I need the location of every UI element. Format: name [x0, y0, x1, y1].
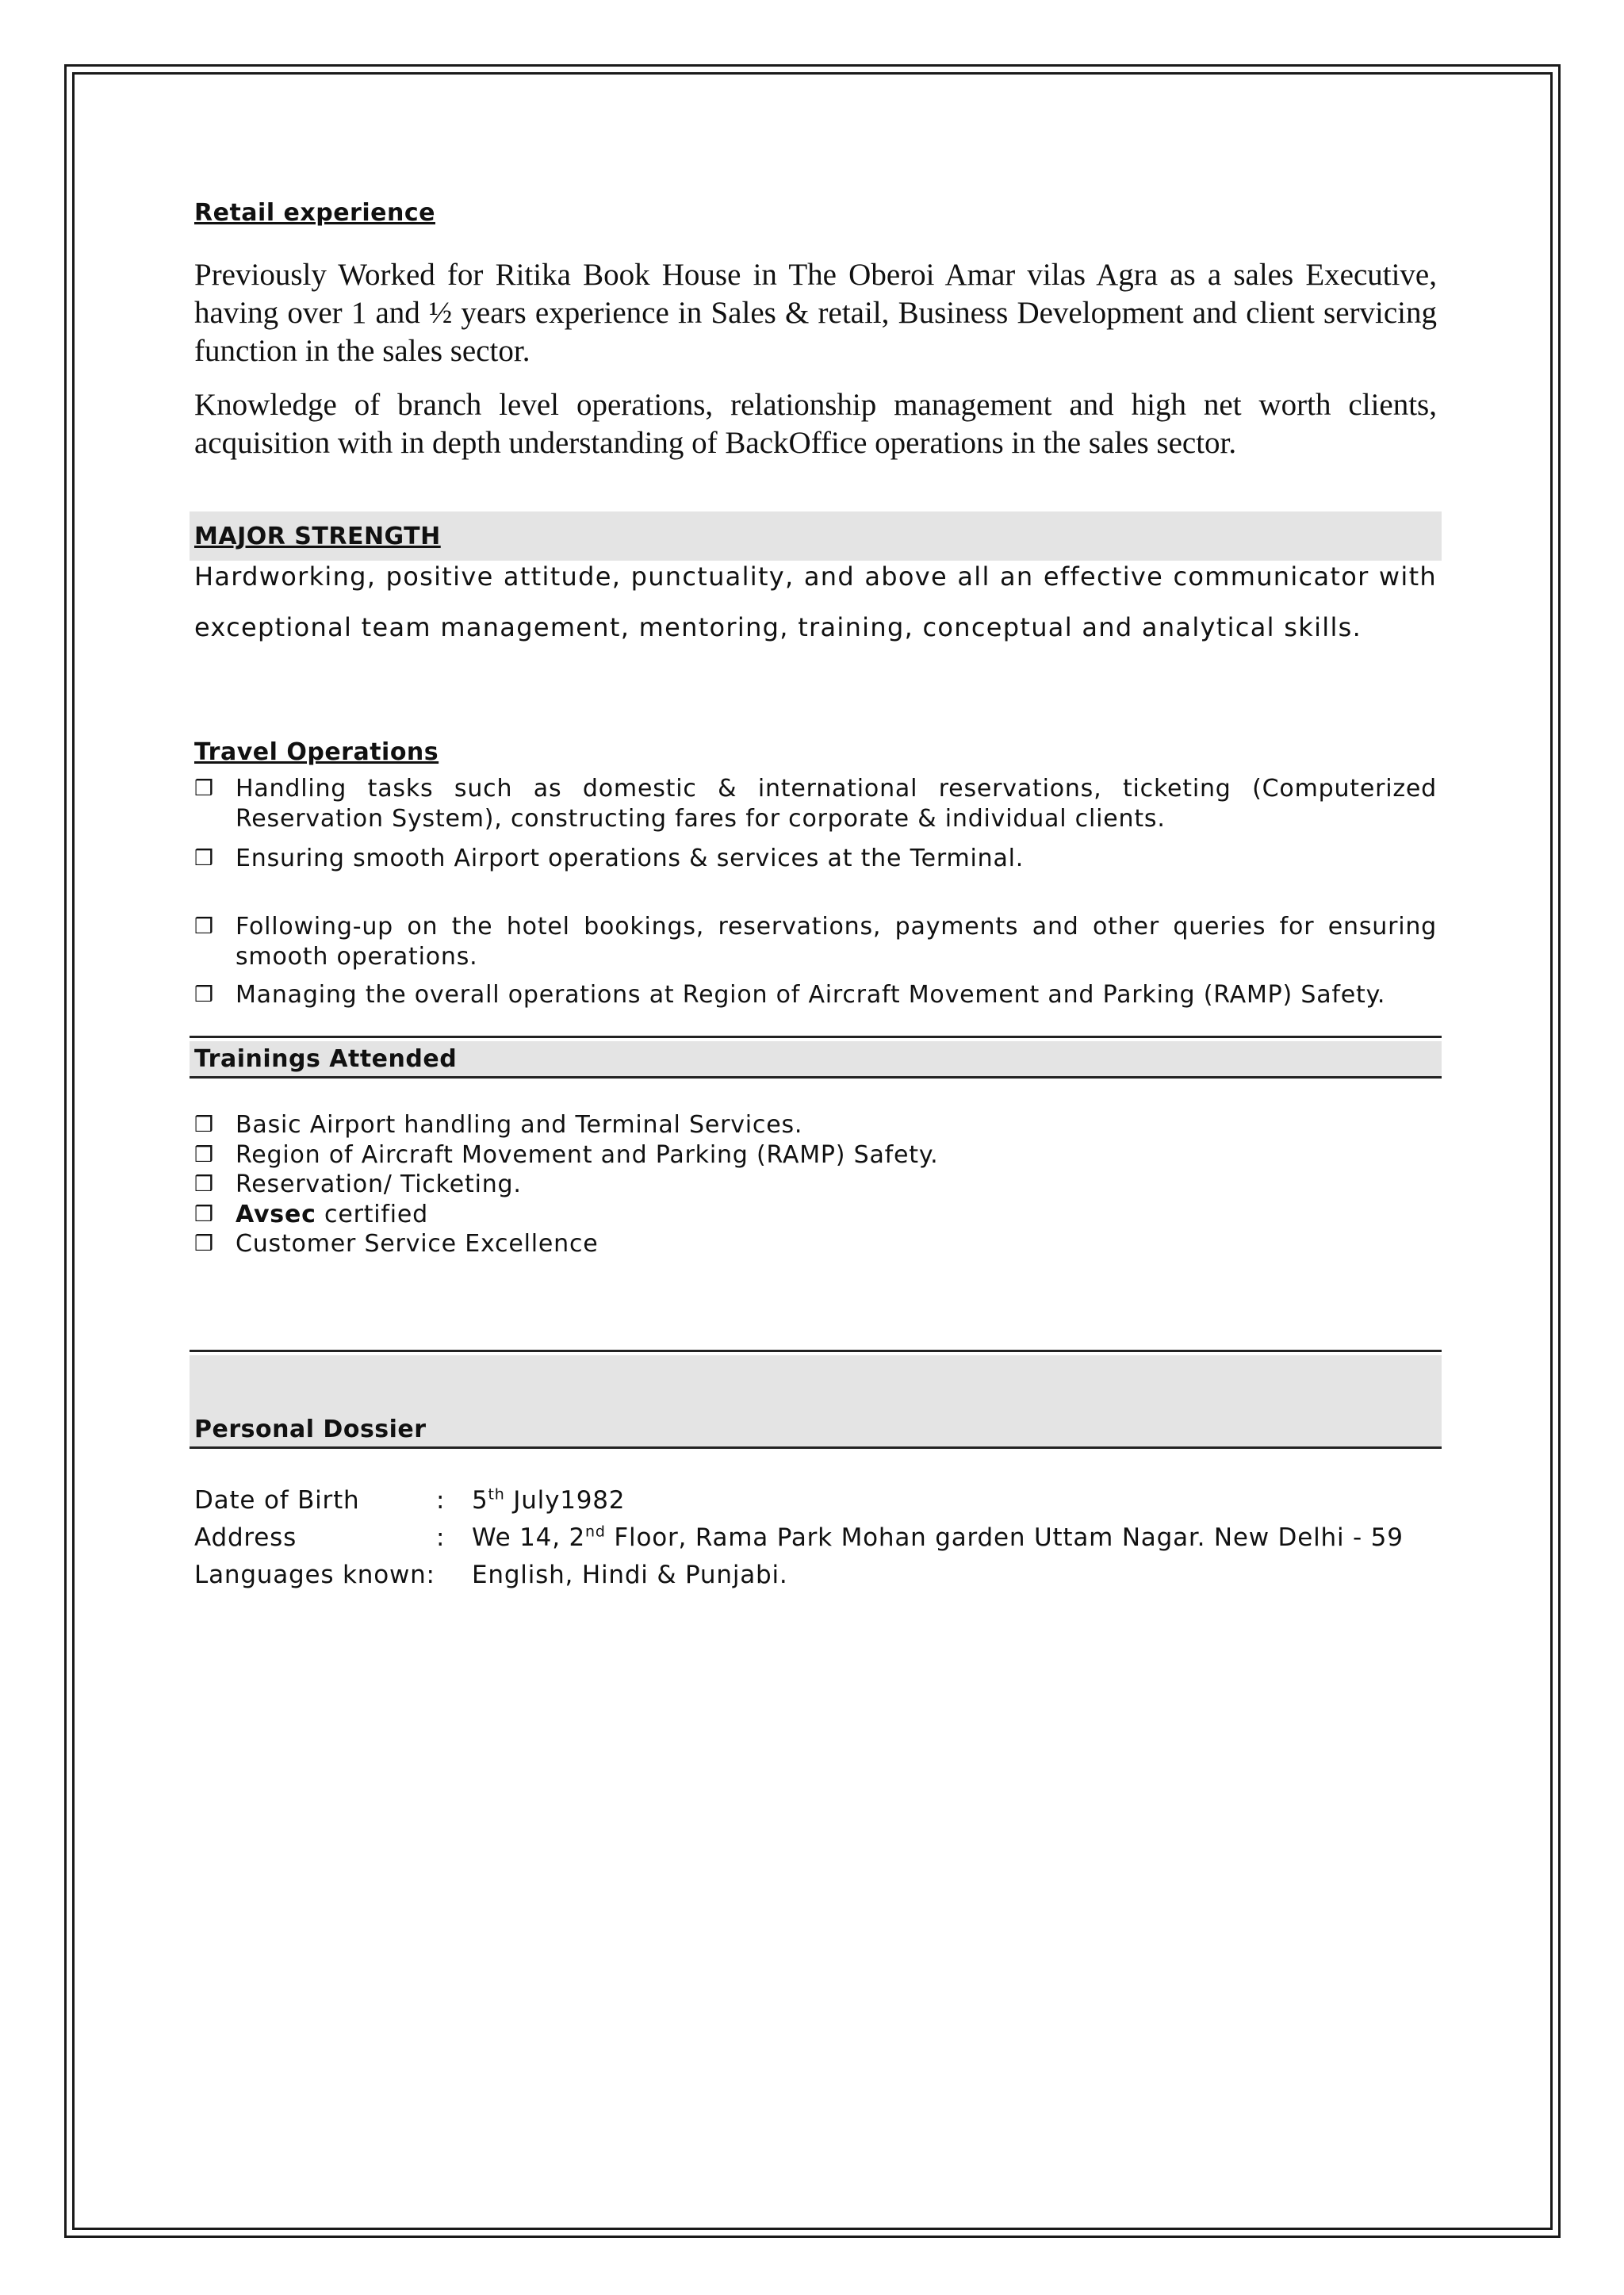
dob-day: 5 — [472, 1486, 488, 1515]
major-strength-text: Hardworking, positive attitude, punctuality, and above all an effective communicator with exceptional team management, mentoring, training, conceptual and analytical skills. — [194, 561, 1437, 642]
checkbox-bullet-icon: ❒ — [194, 983, 215, 1007]
trainings-top-rule — [190, 1036, 1442, 1038]
training-item-text — [236, 1200, 428, 1230]
dob-ordinal-suffix: th — [488, 1485, 505, 1504]
travel-item-4 — [194, 980, 1437, 1012]
training-item-text: Reservation/ Ticketing. — [236, 1170, 522, 1198]
address-ordinal-suffix: nd — [585, 1523, 606, 1541]
travel-item-text: Handling tasks such as domestic & international reservations, ticketing (Computerized Reservation System), constructing fares for corporate & individual clients. — [236, 775, 1437, 833]
trainings-bottom-rule — [190, 1076, 1442, 1079]
training-item-text: Basic Airport handling and Terminal Services. — [236, 1111, 803, 1139]
training-item-text: Region of Aircraft Movement and Parking (RAMP) Safety. — [236, 1141, 939, 1169]
address-part-1: We 14, 2 — [472, 1523, 586, 1552]
travel-item-1 — [194, 774, 1437, 836]
address-colon: : — [436, 1523, 446, 1552]
dob-month-year: July1982 — [504, 1486, 626, 1515]
checkbox-bullet-icon: ❒ — [194, 1113, 215, 1137]
travel-item-text: Ensuring smooth Airport operations & services at the Terminal. — [236, 845, 1025, 872]
retail-paragraph-1: Previously Worked for Ritika Book House in The Oberoi Amar vilas Agra as a sales Executive, having over 1 and ½ years experience in Sales & retail, Business Development and client servicing function in the sales sector. — [194, 258, 1437, 368]
checkbox-bullet-icon: ❒ — [194, 914, 215, 939]
address-value — [472, 1522, 1404, 1554]
training-item-text-rest: certified — [316, 1201, 429, 1228]
checkbox-bullet-icon: ❒ — [194, 776, 215, 801]
personal-dossier-heading: Personal Dossier — [194, 1416, 427, 1443]
dossier-band — [190, 1355, 1442, 1446]
dob-label: Date of Birth — [194, 1486, 360, 1515]
avsec-bold-text: Avsec — [236, 1201, 316, 1228]
travel-item-3 — [194, 912, 1437, 974]
travel-item-text: Managing the overall operations at Region of Aircraft Movement and Parking (RAMP) Safety. — [236, 981, 1386, 1009]
address-part-2: Floor, Rama Park Mohan garden Uttam Nagar. New Delhi - 59 — [605, 1523, 1404, 1552]
dossier-top-rule — [190, 1350, 1442, 1352]
travel-operations-heading: Travel Operations — [194, 738, 439, 766]
travel-item-2 — [194, 844, 1437, 875]
address-label: Address — [194, 1523, 297, 1552]
checkbox-bullet-icon: ❒ — [194, 846, 215, 871]
languages-value: English, Hindi & Punjabi. — [472, 1561, 788, 1589]
retail-paragraph-2: Knowledge of branch level operations, relationship management and high net worth clients, acquisition with in depth understanding of BackOffice operations in the sales sector. — [194, 388, 1437, 460]
languages-label: Languages known: — [194, 1561, 435, 1589]
checkbox-bullet-icon: ❒ — [194, 1232, 215, 1256]
retail-experience-heading: Retail experience — [194, 199, 435, 227]
trainings-band — [190, 1041, 1442, 1076]
checkbox-bullet-icon: ❒ — [194, 1172, 215, 1197]
checkbox-bullet-icon: ❒ — [194, 1143, 215, 1167]
travel-item-text: Following-up on the hotel bookings, reservations, payments and other queries for ensuring smooth operations. — [236, 913, 1437, 971]
major-strength-heading: MAJOR STRENGTH — [194, 523, 441, 550]
dob-value — [472, 1485, 625, 1516]
dob-colon: : — [436, 1486, 446, 1515]
training-item-text: Customer Service Excellence — [236, 1230, 599, 1258]
dossier-bottom-rule — [190, 1446, 1442, 1449]
checkbox-bullet-icon: ❒ — [194, 1202, 215, 1227]
trainings-attended-heading: Trainings Attended — [194, 1045, 458, 1073]
